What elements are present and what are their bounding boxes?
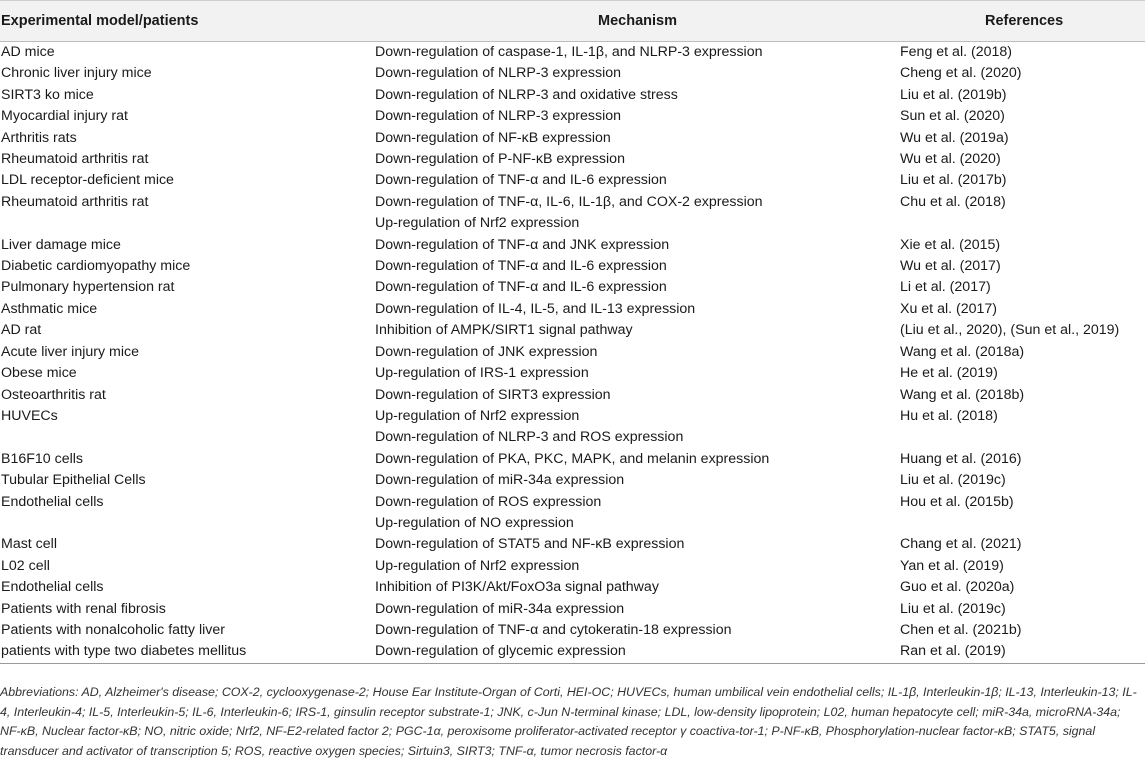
cell-mechanism [375, 406, 900, 449]
cell-experimental-model: Acute liver injury mice [1, 343, 139, 360]
table-row [0, 406, 1145, 449]
cell-experimental-model: AD mice [1, 44, 55, 60]
cell-reference: Wu et al. (2019a) [900, 129, 1009, 146]
cell-reference: Guo et al. (2020a) [900, 579, 1015, 596]
cell-reference: Liu et al. (2017b) [900, 172, 1007, 189]
cell-experimental-model: Obese mice [1, 365, 77, 382]
cell-mechanism [375, 577, 900, 598]
table-row [0, 299, 1145, 320]
cell-experimental-model: Pulmonary hypertension rat [1, 279, 175, 296]
cell-experimental-model: Rheumatoid arthritis rat [1, 151, 149, 168]
mechanism-line: Down-regulation of STAT5 and NF-κB expression [375, 536, 685, 553]
cell-mechanism [375, 192, 900, 235]
cell-mechanism [375, 170, 900, 191]
cell-mechanism [375, 277, 900, 298]
table-row [0, 170, 1145, 191]
cell-mechanism [375, 235, 900, 256]
cell-experimental-model: Liver damage mice [1, 236, 121, 253]
cell-experimental-model: Patients with nonalcoholic fatty liver [1, 621, 225, 638]
cell-experimental-model: Tubular Epithelial Cells [1, 472, 146, 489]
mechanism-line: Down-regulation of TNF-α and JNK expression [375, 236, 670, 253]
cell-mechanism [375, 363, 900, 384]
mechanism-line: Up-regulation of Nrf2 expression [375, 215, 580, 232]
cell-mechanism [375, 42, 900, 64]
cell-reference: Chu et al. (2018) [900, 193, 1006, 210]
cell-mechanism [375, 385, 900, 406]
cell-reference: Liu et al. (2019c) [900, 600, 1006, 617]
cell-mechanism [375, 128, 900, 149]
cell-experimental-model: AD rat [1, 322, 42, 339]
mechanism-line: Down-regulation of ROS expression [375, 493, 602, 510]
mechanism-line: Down-regulation of NF-κB expression [375, 129, 611, 146]
cell-reference: Hu et al. (2018) [900, 407, 998, 424]
mechanism-line: Down-regulation of NLRP-3 expression [375, 65, 622, 82]
cell-experimental-model: Endothelial cells [1, 493, 104, 510]
mechanism-line: Down-regulation of glycemic expression [375, 643, 626, 660]
mechanism-line: Up-regulation of Nrf2 expression [375, 557, 580, 574]
cell-reference: Sun et al. (2020) [900, 108, 1005, 125]
table-row [0, 363, 1145, 384]
cell-mechanism [375, 342, 900, 363]
mechanism-line: Down-regulation of miR-34a expression [375, 600, 625, 617]
abbreviations-footnote: Abbreviations: AD, Alzheimer's disease; COX-2, cyclooxygenase-2; House Ear Institute-Organ of Corti, HEI-OC; HUVECs, human umbilical vein endothelial cells; IL-1β, Interleukin-1β; IL-13, Interleukin-13; IL-4, Interleukin-4; IL-5, Interleukin-5; IL-6, Interleukin-6; IRS-1, ginsulin receptor substrate-1; JNK, c-Jun N-terminal kinase; LDL, low-density lipoprotein; L02, human hepatocyte cell; miR-34a, microRNA-34a; NF-κB, Nuclear factor-κB; NO, nitric oxide; Nrf2, NF-E2-related factor 2; PGC-1α, peroxisome proliferator-activated receptor γ coactiva-tor-1; P-NF-κB, Phosphorylation-nuclear factor-κB; STAT5, signal transducer and activator of transcription 5; ROS, reactive oxygen species; Sirtuin3, SIRT3; TNF-α, tumor necrosis factor-α [0, 685, 1137, 758]
table-row [0, 492, 1145, 535]
table-row [0, 256, 1145, 277]
cell-experimental-model: SIRT3 ko mice [1, 86, 94, 103]
cell-reference: Ran et al. (2019) [900, 641, 1145, 663]
cell-experimental-model: patients with type two diabetes mellitus [0, 641, 375, 663]
table-row [0, 577, 1145, 598]
table-row [0, 385, 1145, 406]
cell-reference: Liu et al. (2019c) [900, 472, 1006, 489]
cell-experimental-model: Chronic liver injury mice [1, 65, 152, 82]
table-row [0, 277, 1145, 298]
mechanism-line: Down-regulation of TNF-α and IL-6 expression [375, 172, 667, 189]
cell-reference: (Liu et al., 2020), (Sun et al., 2019) [900, 322, 1120, 339]
mechanism-line: Down-regulation of NLRP-3 and ROS expression [375, 429, 684, 446]
mechanism-line: Down-regulation of JNK expression [375, 343, 598, 360]
table-row [0, 641, 1145, 663]
table-body [0, 42, 1145, 664]
cell-mechanism [375, 149, 900, 170]
cell-experimental-model: B16F10 cells [1, 450, 84, 467]
cell-reference: Wang et al. (2018a) [900, 343, 1025, 360]
cell-experimental-model: Arthritis rats [1, 129, 77, 146]
cell-experimental-model: Diabetic cardiomyopathy mice [1, 258, 191, 275]
cell-reference: He et al. (2019) [900, 365, 998, 382]
cell-experimental-model: Osteoarthritis rat [1, 386, 106, 403]
table-row [0, 128, 1145, 149]
mechanism-line: Up-regulation of IRS-1 expression [375, 365, 589, 382]
cell-mechanism [375, 641, 900, 663]
header-experimental-model: Experimental model/patients [0, 1, 375, 42]
table-row [0, 556, 1145, 577]
table-row [0, 449, 1145, 470]
cell-experimental-model: L02 cell [1, 557, 50, 574]
cell-mechanism [375, 85, 900, 106]
mechanism-line: Down-regulation of PKA, PKC, MAPK, and melanin expression [375, 450, 770, 467]
cell-experimental-model: LDL receptor-deficient mice [1, 172, 174, 189]
table-row [0, 342, 1145, 363]
cell-reference: Feng et al. (2018) [900, 44, 1012, 60]
mechanism-line: Inhibition of AMPK/SIRT1 signal pathway [375, 322, 633, 339]
cell-experimental-model: Mast cell [1, 536, 57, 553]
cell-reference: Liu et al. (2019b) [900, 86, 1007, 103]
cell-experimental-model: Asthmatic mice [1, 300, 98, 317]
cell-mechanism [375, 534, 900, 555]
cell-reference: Chang et al. (2021) [900, 536, 1022, 553]
table-row [0, 235, 1145, 256]
cell-mechanism [375, 449, 900, 470]
cell-reference: Wu et al. (2017) [900, 258, 1001, 275]
cell-experimental-model: HUVECs [1, 407, 58, 424]
table-row [0, 534, 1145, 555]
table-row [0, 470, 1145, 491]
cell-mechanism [375, 492, 900, 535]
mechanism-line: Up-regulation of Nrf2 expression [375, 407, 580, 424]
table-row [0, 620, 1145, 641]
cell-reference: Huang et al. (2016) [900, 450, 1022, 467]
table-row [0, 106, 1145, 127]
cell-reference: Wang et al. (2018b) [900, 386, 1025, 403]
table-row [0, 42, 1145, 64]
cell-reference: Li et al. (2017) [900, 279, 991, 296]
table-row [0, 85, 1145, 106]
mechanism-line: Down-regulation of TNF-α and cytokeratin-18 expression [375, 621, 732, 638]
cell-mechanism [375, 470, 900, 491]
table-row [0, 192, 1145, 235]
table-row [0, 599, 1145, 620]
cell-experimental-model: Rheumatoid arthritis rat [1, 193, 149, 210]
mechanism-line: Down-regulation of NLRP-3 expression [375, 108, 622, 125]
mechanism-line: Down-regulation of TNF-α, IL-6, IL-1β, and COX-2 expression [375, 193, 763, 210]
cell-mechanism [375, 599, 900, 620]
cell-mechanism [375, 63, 900, 84]
header-references: References [900, 1, 1145, 42]
table-row [0, 149, 1145, 170]
table-row [0, 63, 1145, 84]
mechanism-line: Down-regulation of caspase-1, IL-1β, and NLRP-3 expression [375, 44, 763, 60]
cell-mechanism [375, 106, 900, 127]
table-row [0, 320, 1145, 341]
cell-mechanism [375, 256, 900, 277]
header-mechanism: Mechanism [375, 1, 900, 42]
cell-experimental-model: Patients with renal fibrosis [1, 600, 166, 617]
mechanism-line: Down-regulation of IL-4, IL-5, and IL-13 expression [375, 300, 696, 317]
mechanism-line: Down-regulation of TNF-α and IL-6 expression [375, 279, 667, 296]
cell-experimental-model: Myocardial injury rat [1, 108, 128, 125]
mechanism-line: Down-regulation of SIRT3 expression [375, 386, 611, 403]
mechanism-line: Down-regulation of NLRP-3 and oxidative stress [375, 86, 678, 103]
cell-reference: Cheng et al. (2020) [900, 65, 1022, 82]
cell-reference: Yan et al. (2019) [900, 557, 1004, 574]
mechanism-line: Inhibition of PI3K/Akt/FoxO3a signal pathway [375, 579, 659, 596]
cell-reference: Xu et al. (2017) [900, 300, 998, 317]
cell-reference: Xie et al. (2015) [900, 236, 1001, 253]
cell-mechanism [375, 620, 900, 641]
cell-mechanism [375, 299, 900, 320]
mechanism-line: Down-regulation of miR-34a expression [375, 472, 625, 489]
cell-mechanism [375, 556, 900, 577]
cell-mechanism [375, 320, 900, 341]
table-header-row [0, 1, 1145, 42]
mechanism-line: Down-regulation of TNF-α and IL-6 expression [375, 258, 667, 275]
mechanism-line: Down-regulation of P-NF-κB expression [375, 151, 625, 168]
cell-reference: Chen et al. (2021b) [900, 621, 1022, 638]
cell-experimental-model: Endothelial cells [1, 579, 104, 596]
cell-reference: Wu et al. (2020) [900, 151, 1001, 168]
cell-reference: Hou et al. (2015b) [900, 493, 1014, 510]
mechanism-line: Up-regulation of NO expression [375, 514, 574, 531]
